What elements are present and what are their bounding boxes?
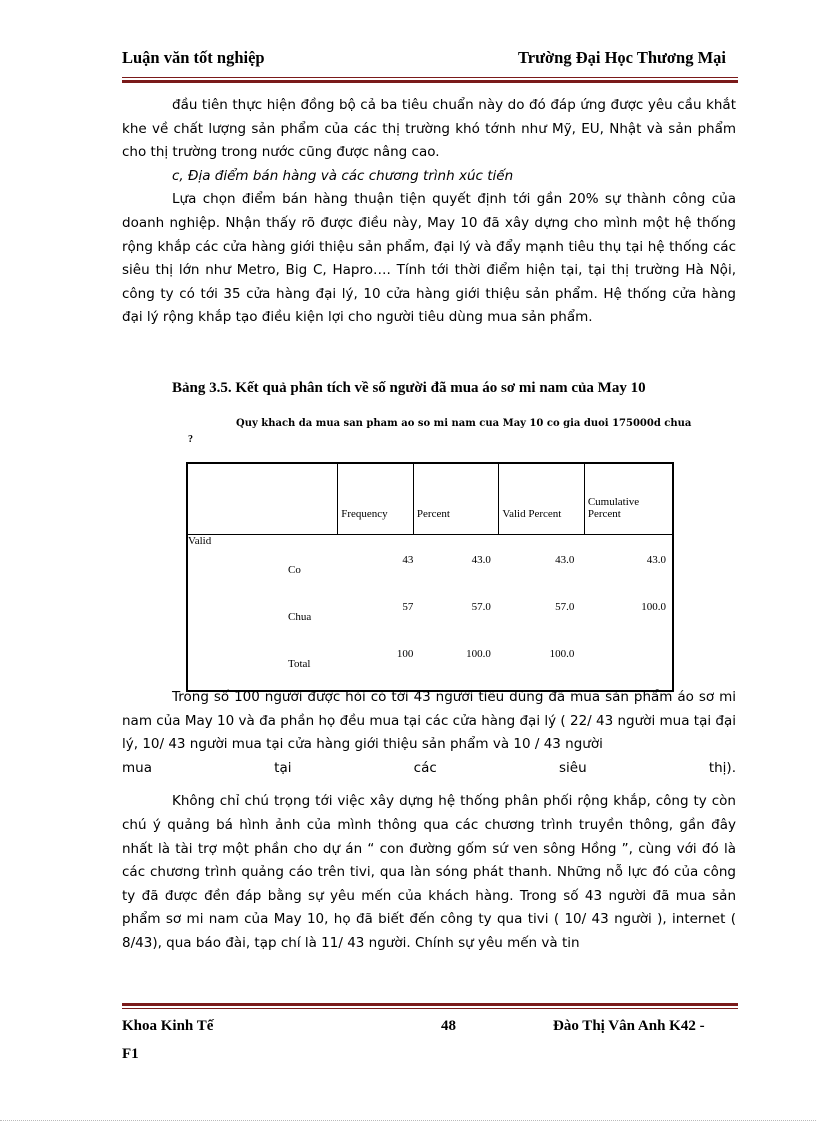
cell-cumulative-co: 43.0 [646,554,666,566]
frequency-table [186,462,674,692]
page-number: 48 [441,1018,456,1034]
valid-percent-column [499,535,584,692]
row-label-chua: Chua [288,611,312,623]
paragraph-sales-points: Lựa chọn điểm bán hàng thuận tiện quyết định tới gần 20% sự thành công của doanh nghiệp. Nhận thấy rõ được điều này, May 10 đã xây dựng cho mình một hệ thống rộng khắp các cửa hàng giới thiệu sản phẩm, đại lý và đẩy mạnh tiêu thụ tại hệ thống các siêu thị lớn như Metro, Big C, Hapro…. Tính tới thời điểm hiện tại, tại thị trường Hà Nội, công ty có tới 35 cửa hàng đại lý, 10 cửa hàng giới thiệu sản phẩm. Hệ thống cửa hàng đại lý rộng khắp tạo điều kiện lợi cho người tiêu dùng mua sản phẩm. [122,191,736,326]
cell-percent-chua: 57.0 [471,601,491,613]
footer-class-continued: F1 [122,1046,139,1062]
spss-table-title: Quy khach da mua san pham ao so mi nam cua May 10 co gia duoi 175000d chua [236,418,692,429]
header-percent: Percent [413,463,498,535]
cell-frequency-co: 43 [402,554,414,566]
body-lower [122,686,736,956]
header-valid-percent: Valid Percent [499,463,584,535]
header-frequency: Frequency [338,463,414,535]
paragraph-standards: đầu tiên thực hiện đồng bộ cả ba tiêu chuẩn này do đó đáp ứng được yêu cầu khắt khe về chất lượng sản phẩm của các thị trường khó tớnh như Mỹ, EU, Nhật và sản phẩm cho thị trường trong nước cũng được nâng cao. [122,97,736,161]
header-rule-thick [122,80,738,83]
header-blank-cell [187,463,338,535]
spss-table-question-mark: ? [188,434,193,445]
valid-label: Valid [188,535,212,547]
cumulative-percent-column [584,535,673,692]
header-thesis-label: Luận văn tốt nghiệp [122,48,265,67]
cell-cumulative-chua: 100.0 [641,601,666,613]
cell-frequency-chua: 57 [402,601,414,613]
row-labels-cell [187,535,338,692]
paragraph-survey-results: Trong số 100 người được hỏi có tới 43 người tiêu dùng đã mua sản phẩm áo sơ mi nam của May 10 và đa phần họ đều mua tại các cửa hàng đại lý ( 22/ 43 người mua tại đại lý, 10/ 43 người mua tại cửa hàng giới thiệu sản phẩm và 10 / 43 người [122,689,736,753]
header-rule-thin [122,77,738,78]
percent-column [413,535,498,692]
table-body-row [187,535,673,692]
table-header-row [187,463,673,535]
page-header [122,48,736,72]
footer-faculty: Khoa Kinh Tế [122,1018,214,1034]
subheading-sales-locations: c, Địa điểm bán hàng và các chương trình xúc tiến [172,167,514,184]
frequency-column [338,535,414,692]
header-university: Trường Đại Học Thương Mại [518,48,726,67]
body-upper [122,94,736,330]
cell-valid-percent-chua: 57.0 [555,601,575,613]
paragraph-survey-results-end: mua tại các siêu thị). [122,759,736,776]
footer-rule-thick [122,1003,738,1006]
footer-rule-thin [122,1008,738,1009]
row-label-co: Co [288,564,301,576]
cell-percent-total: 100.0 [466,648,491,660]
row-label-total: Total [288,658,311,670]
footer-author: Đào Thị Vân Anh K42 - [553,1018,705,1034]
cell-frequency-total: 100 [396,648,414,660]
cell-valid-percent-co: 43.0 [555,554,575,566]
table-caption: Bảng 3.5. Kết quả phân tích về số người đã mua áo sơ mi nam của May 10 [172,380,646,396]
paragraph-promotion: Không chỉ chú trọng tới việc xây dựng hệ thống phân phối rộng khắp, công ty còn chú ý quảng bá hình ảnh của mình thông qua các chương trình truyền thông, gần đây nhất là tài trợ một phần cho dự án “ con đường gốm sứ ven sông Hồng ”, cùng với đó là các chương trình quảng cáo trên tivi, qua làn sóng phát thanh. Những nỗ lực đó của công ty đã được đền đáp bằng sự yêu mến của khách hàng. Trong số 43 người đã mua sản phẩm sơ mi nam của May 10, họ đã biết đến công ty qua tivi ( 10/ 43 người ), internet ( 8/43), qua báo đài, tạp chí là 11/ 43 người. Chính sự yêu mến và tin [122,793,736,951]
header-cumulative-percent: Cumulative Percent [584,463,673,535]
page-bottom-dotted-line [0,1120,816,1121]
cell-percent-co: 43.0 [471,554,491,566]
cell-valid-percent-total: 100.0 [549,648,575,660]
